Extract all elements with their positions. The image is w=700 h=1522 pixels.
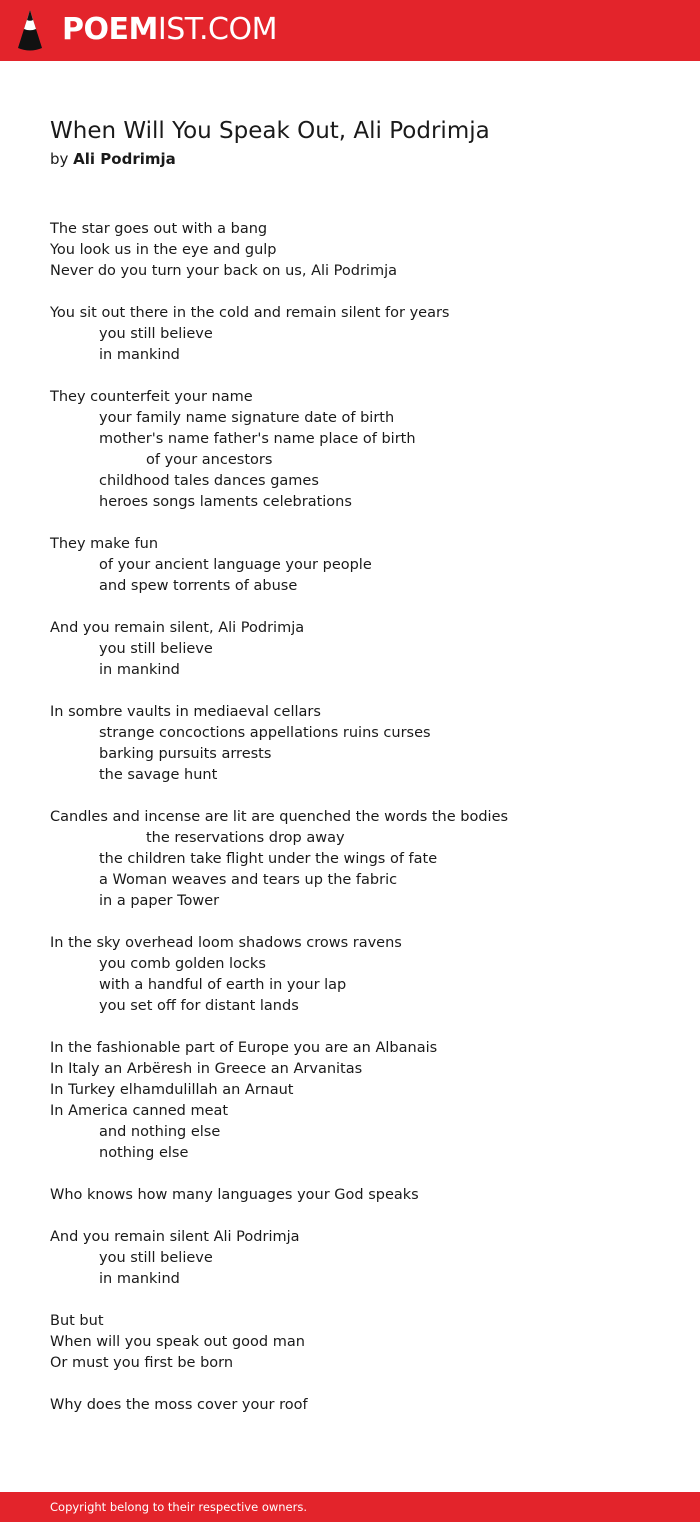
poem-line: Why does the moss cover your roof <box>50 1397 308 1413</box>
poem-line: in mankind <box>99 347 180 363</box>
site-footer <box>0 1492 700 1522</box>
site-logo[interactable] <box>0 0 277 61</box>
poem-line: But but <box>50 1313 104 1329</box>
poem-line: heroes songs laments celebrations <box>99 494 352 510</box>
stanza-break <box>50 1017 670 1038</box>
poem-line: And you remain silent, Ali Podrimja <box>50 620 305 636</box>
poem-line: In the fashionable part of Europe you are an Albanais <box>50 1040 438 1056</box>
poem-line: mother's name father's name place of birth <box>99 431 416 447</box>
poem-line: strange concoctions appellations ruins curses <box>99 725 431 741</box>
poem-line: you still believe <box>99 1250 213 1266</box>
poem-line: the savage hunt <box>99 767 218 783</box>
poem-line: you set off for distant lands <box>99 998 299 1014</box>
poem-line: a Woman weaves and tears up the fabric <box>99 872 398 888</box>
poem-line: Candles and incense are lit are quenched the words the bodies <box>50 809 509 825</box>
poem-line: you still believe <box>99 326 213 342</box>
poem-line: They counterfeit your name <box>50 389 253 405</box>
stanza-break <box>50 1374 670 1395</box>
poem-line: nothing else <box>99 1145 189 1161</box>
poem-line: the reservations drop away <box>146 830 345 846</box>
poem-title: When Will You Speak Out, Ali Podrimja <box>50 118 490 144</box>
stanza-break <box>50 1206 670 1227</box>
poem-line: and spew torrents of abuse <box>99 578 298 594</box>
author-name: Ali Podrimja <box>73 150 176 168</box>
poem-line: The star goes out with a bang <box>50 221 268 237</box>
poem-line: Who knows how many languages your God speaks <box>50 1187 419 1203</box>
stanza-break <box>50 681 670 702</box>
poem-line: They make fun <box>50 536 159 552</box>
poem-line: And you remain silent Ali Podrimja <box>50 1229 300 1245</box>
pencil-tip-icon <box>17 9 43 51</box>
stanza-break <box>50 597 670 618</box>
poem-line: in mankind <box>99 662 180 678</box>
poem-line: the children take flight under the wings of fate <box>99 851 438 867</box>
poem-line: You look us in the eye and gulp <box>50 242 277 258</box>
stanza-break <box>50 513 670 534</box>
poem-line: and nothing else <box>99 1124 221 1140</box>
stanza-break <box>50 366 670 387</box>
poem-line: in mankind <box>99 1271 180 1287</box>
poem-line: You sit out there in the cold and remain silent for years <box>50 305 450 321</box>
poem-line: In the sky overhead loom shadows crows ravens <box>50 935 402 951</box>
stanza-break <box>50 786 670 807</box>
poem-line: of your ancestors <box>146 452 273 468</box>
logo-text-light: IST.COM <box>157 12 277 47</box>
poem-line: you still believe <box>99 641 213 657</box>
poem-line: In America canned meat <box>50 1103 229 1119</box>
poem-line: in a paper Tower <box>99 893 220 909</box>
poem-line: of your ancient language your people <box>99 557 372 573</box>
stanza-break <box>50 1164 670 1185</box>
by-label: by <box>50 150 74 168</box>
poem-line: When will you speak out good man <box>50 1334 305 1350</box>
poem-line: childhood tales dances games <box>99 473 319 489</box>
poem-line: In sombre vaults in mediaeval cellars <box>50 704 321 720</box>
logo-text-bold: POEM <box>62 12 158 47</box>
poem-line: In Italy an Arbëresh in Greece an Arvanitas <box>50 1061 363 1077</box>
byline <box>50 149 176 170</box>
stanza-break <box>50 912 670 933</box>
poem-line: In Turkey elhamdulillah an Arnaut <box>50 1082 294 1098</box>
site-header <box>0 0 700 61</box>
poem-line: you comb golden locks <box>99 956 266 972</box>
stanza-break <box>50 282 670 303</box>
poem-line: Never do you turn your back on us, Ali Podrimja <box>50 263 397 279</box>
copyright-notice: Copyright belong to their respective owners. <box>50 1500 308 1514</box>
stanza-break <box>50 1290 670 1311</box>
poem-line: Or must you first be born <box>50 1355 234 1371</box>
poem-line: with a handful of earth in your lap <box>99 977 347 993</box>
poem-body <box>50 219 670 1416</box>
site-logo-text <box>62 12 277 48</box>
poem-line: barking pursuits arrests <box>99 746 272 762</box>
poem-line: your family name signature date of birth <box>99 410 395 426</box>
